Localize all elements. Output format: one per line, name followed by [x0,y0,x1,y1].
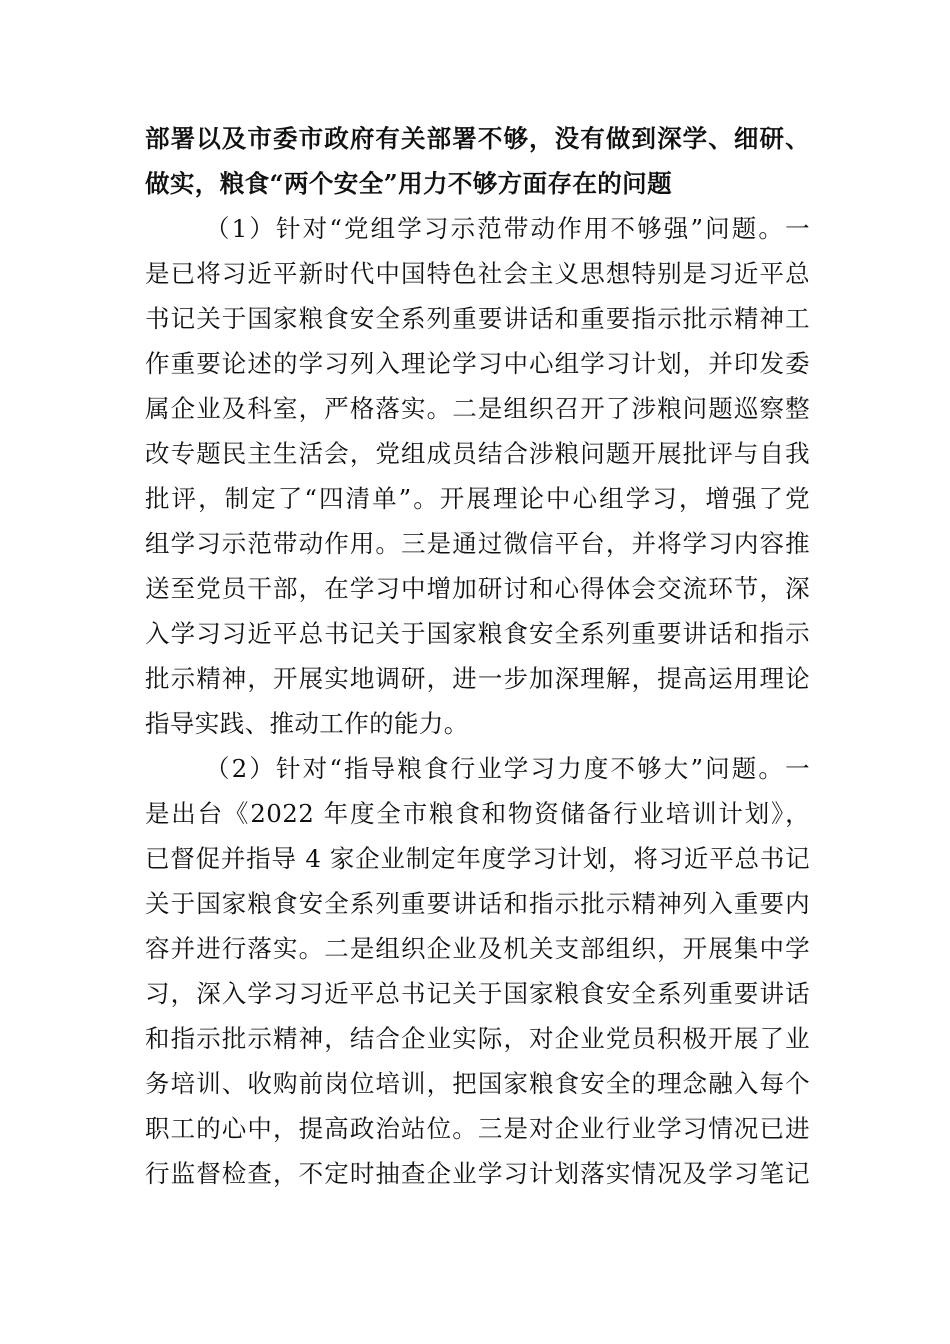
paragraph-line: 属企业及科室，严格落实。二是组织召开了涉粮问题巡察整 [145,394,810,423]
paragraph-line: 改专题民主生活会，党组成员结合涉粮问题开展批评与自我 [145,439,810,468]
paragraph-line: 习，深入学习习近平总书记关于国家粮食安全系列重要讲话 [145,979,810,1008]
section-heading [145,116,810,206]
paragraph-item-2 [145,746,810,1196]
paragraph-line: 送至党员干部，在学习中增加研讨和心得体会交流环节，深 [145,574,810,603]
paragraph-line: 关于国家粮食安全系列重要讲话和指示批示精神列入重要内 [145,889,810,918]
paragraph-line: （1）针对“党组学习示范带动作用不够强”问题。一 [205,214,810,243]
paragraph-line: 和指示批示精神，结合企业实际，对企业党员积极开展了业 [145,1024,810,1053]
paragraph-line: 是出台《2022 年度全市粮食和物资储备行业培训计划》， [145,799,810,828]
paragraph-line: 指导实践、推动工作的能力。 [145,709,469,738]
paragraph-line: 书记关于国家粮食安全系列重要讲话和重要指示批示精神工 [145,304,810,333]
heading-line: 部署以及市委市政府有关部署不够，没有做到深学、细研、 [145,124,810,153]
paragraph-line: 作重要论述的学习列入理论学习中心组学习计划，并印发委 [145,349,810,378]
paragraph-item-1 [145,206,810,746]
paragraph-line: （2）针对“指导粮食行业学习力度不够大”问题。一 [205,754,810,783]
paragraph-line: 职工的心中，提高政治站位。三是对企业行业学习情况已进 [145,1114,810,1143]
paragraph-line: 已督促并指导 4 家企业制定年度学习计划，将习近平总书记 [145,844,810,873]
paragraph-line: 批评，制定了“四清单”。开展理论中心组学习，增强了党 [145,484,810,513]
heading-line: 做实，粮食“两个安全”用力不够方面存在的问题 [145,169,672,198]
paragraph-line: 务培训、收购前岗位培训，把国家粮食安全的理念融入每个 [145,1069,810,1098]
paragraph-line: 批示精神，开展实地调研，进一步加深理解，提高运用理论 [145,664,810,693]
paragraph-line: 组学习示范带动作用。三是通过微信平台，并将学习内容推 [145,529,810,558]
paragraph-line: 行监督检查，不定时抽查企业学习计划落实情况及学习笔记 [145,1159,810,1188]
paragraph-line: 容并进行落实。二是组织企业及机关支部组织，开展集中学 [145,934,810,963]
paragraph-line: 入学习习近平总书记关于国家粮食安全系列重要讲话和指示 [145,619,810,648]
document-body [145,116,810,1196]
paragraph-line: 是已将习近平新时代中国特色社会主义思想特别是习近平总 [145,259,810,288]
